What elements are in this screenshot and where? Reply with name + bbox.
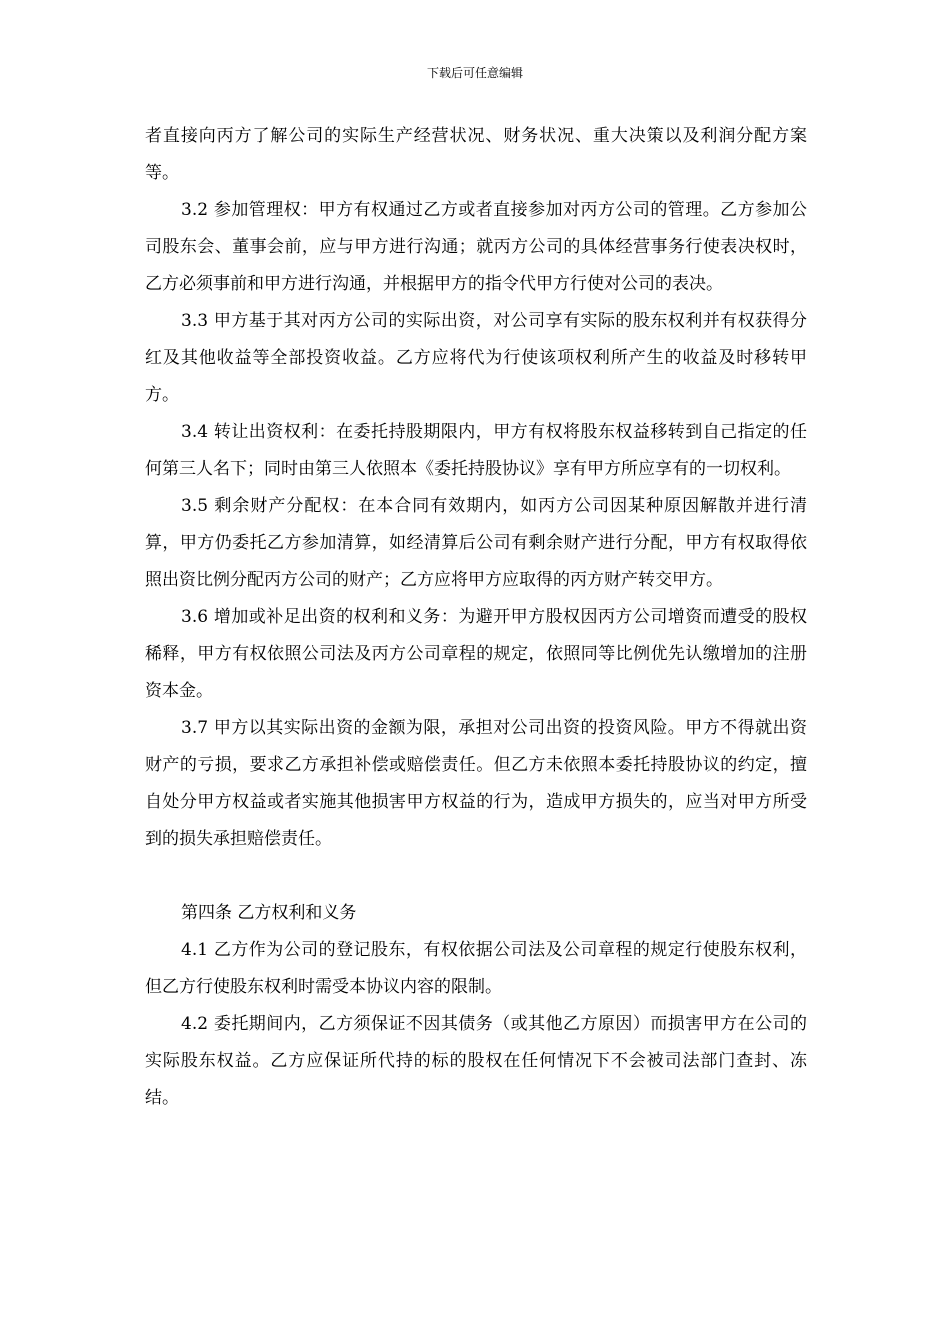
paragraph-3-4: 3.4 转让出资权利：在委托持股期限内，甲方有权将股东权益移转到自己指定的任何第三人名下；同时由第三人依照本《委托持股协议》享有甲方所应享有的一切权利。: [145, 422, 807, 479]
paragraph-3-5: 3.5 剩余财产分配权：在本合同有效期内，如丙方公司因某种原因解散并进行清算，甲方仍委托乙方参加清算，如经清算后公司有剩余财产进行分配，甲方有权取得依照出资比例分配丙方公司的财产；乙方应将甲方应取得的丙方财产转交甲方。: [145, 496, 807, 590]
blank-line: [145, 858, 807, 895]
paragraph-3-2: 3.2 参加管理权：甲方有权通过乙方或者直接参加对丙方公司的管理。乙方参加公司股东会、董事会前，应与甲方进行沟通；就丙方公司的具体经营事务行使表决权时，乙方必须事前和甲方进行沟通，并根据甲方的指令代甲方行使对公司的表决。: [145, 200, 807, 294]
paragraph-3-7: 3.7 甲方以其实际出资的金额为限，承担对公司出资的投资风险。甲方不得就出资财产的亏损，要求乙方承担补偿或赔偿责任。但乙方未依照本委托持股协议的约定，擅自处分甲方权益或者实施其他损害甲方权益的行为，造成甲方损失的，应当对甲方所受到的损失承担赔偿责任。: [145, 718, 807, 849]
paragraph-3-3: 3.3 甲方基于其对丙方公司的实际出资，对公司享有实际的股东权利并有权获得分红及其他收益等全部投资收益。乙方应将代为行使该项权利所产生的收益及时移转甲方。: [145, 311, 807, 405]
paragraph-continuation: 者直接向丙方了解公司的实际生产经营状况、财务状况、重大决策以及利润分配方案等。: [145, 126, 807, 183]
section-heading-4: 第四条 乙方权利和义务: [181, 903, 357, 923]
page-header: 下载后可任意编辑: [426, 66, 523, 80]
paragraph-3-6: 3.6 增加或补足出资的权利和义务：为避开甲方股权因丙方公司增资而遭受的股权稀释，甲方有权依照公司法及丙方公司章程的规定，依照同等比例优先认缴增加的注册资本金。: [145, 607, 807, 701]
paragraph-4-2: 4.2 委托期间内，乙方须保证不因其债务（或其他乙方原因）而损害甲方在公司的实际股东权益。乙方应保证所代持的标的股权在任何情况下不会被司法部门查封、冻结。: [145, 1014, 807, 1108]
paragraph-4-1: 4.1 乙方作为公司的登记股东，有权依据公司法及公司章程的规定行使股东权利，但乙方行使股东权利时需受本协议内容的限制。: [145, 940, 807, 997]
document-body: [145, 118, 807, 1117]
